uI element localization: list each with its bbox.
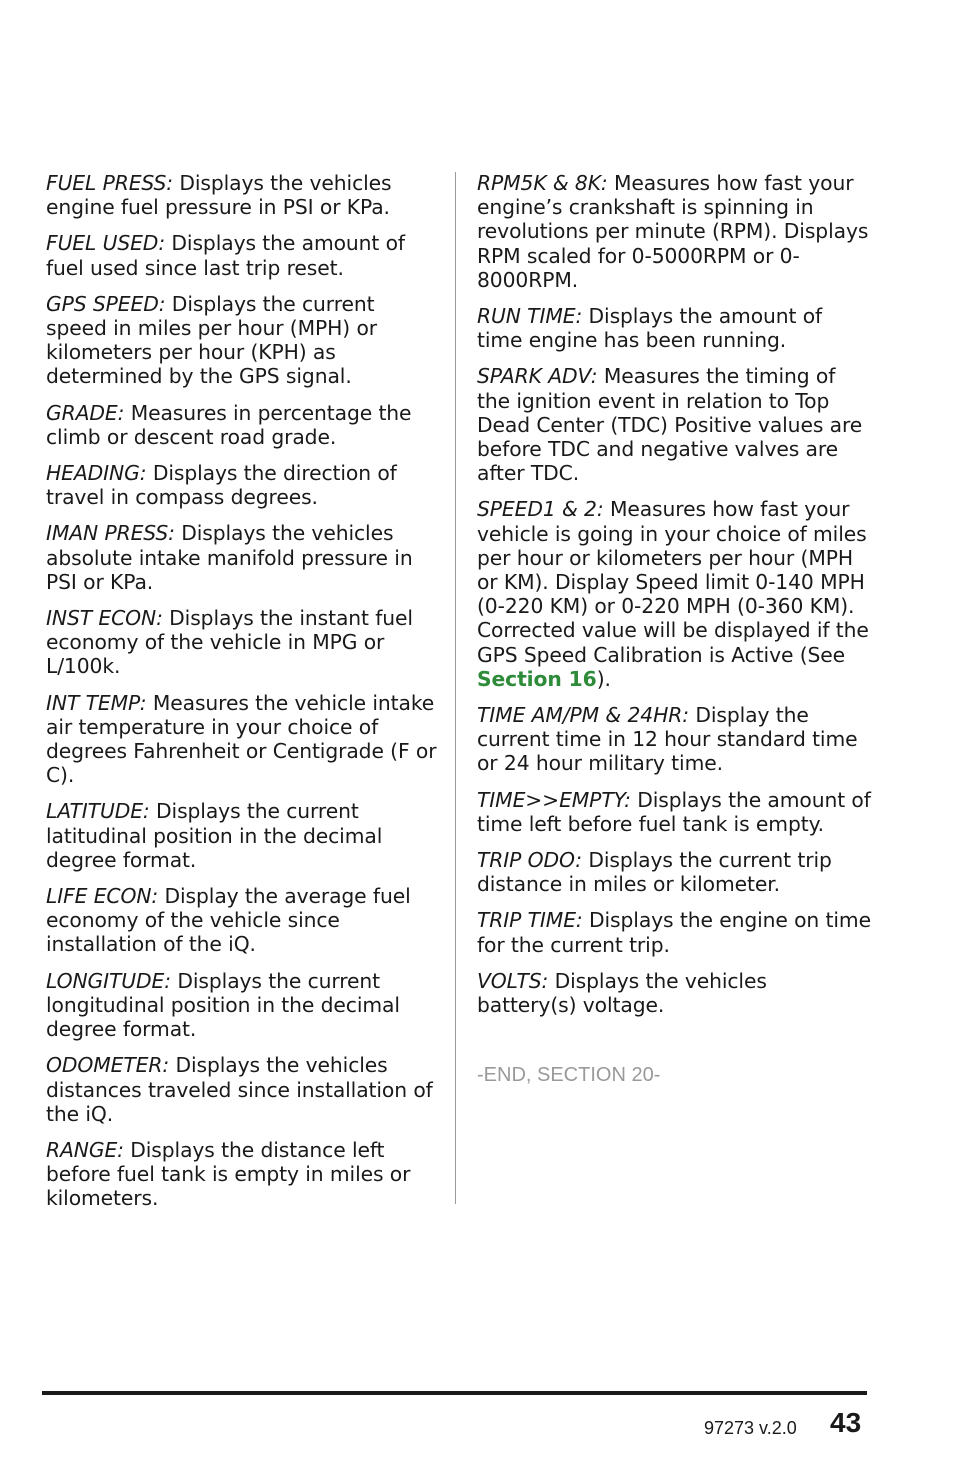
definition-text: Displays the distance left before fuel tank is empty in miles or kilometers.	[46, 1137, 411, 1211]
right-column	[477, 171, 872, 1029]
document-version: 97273 v.2.0	[704, 1418, 797, 1438]
definition-entry	[46, 884, 441, 957]
definition-text: Displays the vehicles battery(s) voltage.	[477, 968, 767, 1018]
definition-term: HEADING:	[46, 461, 147, 486]
definition-term: INT TEMP:	[46, 690, 147, 715]
left-column	[46, 171, 441, 1223]
column-divider	[455, 172, 456, 1204]
definition-text: Measures the vehicle intake air temperature in your choice of degrees Fahrenheit or Centigrade (F or C).	[46, 690, 437, 788]
definition-term: RUN TIME:	[477, 304, 583, 329]
definition-term: SPARK ADV:	[477, 364, 598, 389]
definition-entry	[477, 171, 872, 292]
definition-entry	[477, 908, 872, 956]
definition-entry	[477, 497, 872, 691]
definition-text: Measures how fast your engine’s crankshaft is spinning in revolutions per minute (RPM). Displays RPM scaled for 0-5000RPM or 0-8000RPM.	[477, 171, 869, 292]
definition-text-end: ).	[596, 666, 611, 691]
definition-entry	[46, 521, 441, 594]
definition-term: IMAN PRESS:	[46, 521, 175, 546]
definition-entry	[477, 969, 872, 1017]
section-end-note: -END, SECTION 20-	[477, 1064, 661, 1086]
definition-text: Displays the amount of time engine has been running.	[477, 304, 823, 353]
definition-entry	[46, 1053, 441, 1126]
definition-entry	[46, 461, 441, 509]
definition-entry	[46, 606, 441, 679]
definition-entry	[477, 788, 872, 836]
definition-entry	[46, 799, 441, 872]
definition-text: Displays the current latitudinal position in the decimal degree format.	[46, 799, 383, 872]
definition-term: TIME AM/PM & 24HR:	[477, 703, 689, 728]
definition-term: TRIP ODO:	[477, 848, 582, 873]
definition-text: Display the average fuel economy of the vehicle since installation of the iQ.	[46, 884, 411, 957]
definition-entry	[477, 364, 872, 485]
definition-term: LONGITUDE:	[46, 968, 172, 993]
definition-entry	[46, 292, 441, 389]
footer-rule	[42, 1391, 867, 1395]
definition-term: GPS SPEED:	[46, 291, 166, 316]
definition-text: Measures in percentage the climb or descent road grade.	[46, 400, 412, 449]
definition-term: FUEL USED:	[46, 231, 166, 256]
definition-term: TRIP TIME:	[477, 908, 583, 933]
definition-text: Displays the direction of travel in compass degrees.	[46, 461, 397, 510]
definition-entry	[46, 1138, 441, 1211]
definition-text: Displays the current speed in miles per hour (MPH) or kilometers per hour (KPH) as determined by the GPS signal.	[46, 291, 378, 389]
definition-entry	[477, 304, 872, 352]
definition-entry	[46, 691, 441, 788]
definition-entry	[477, 848, 872, 896]
definition-entry	[46, 171, 441, 219]
definition-text: Displays the amount of fuel used since last trip reset.	[46, 231, 405, 280]
definition-text: Displays the amount of time left before fuel tank is empty.	[477, 787, 871, 836]
definition-text: Display the current time in 12 hour standard time or 24 hour military time.	[477, 703, 858, 776]
definition-term: INST ECON:	[46, 606, 163, 631]
definition-entry	[46, 969, 441, 1042]
definition-entry	[46, 231, 441, 279]
definition-text: Measures the timing of the ignition event in relation to Top Dead Center (TDC) Positive values are before TDC and negative valves are after TDC.	[477, 364, 863, 486]
definition-text: Displays the engine on time for the current trip.	[477, 908, 871, 957]
definition-term: ODOMETER:	[46, 1053, 170, 1078]
definition-term: LATITUDE:	[46, 799, 150, 824]
definition-text: Displays the vehicles absolute intake manifold pressure in PSI or KPa.	[46, 521, 413, 594]
definition-term: RPM5K & 8K:	[477, 171, 608, 195]
definition-term: RANGE:	[46, 1137, 124, 1162]
definition-entry	[46, 401, 441, 449]
definition-text: Displays the current trip distance in miles or kilometer.	[477, 848, 832, 897]
definition-text: Displays the vehicles engine fuel pressure in PSI or KPa.	[46, 171, 392, 220]
definition-term: FUEL PRESS:	[46, 171, 173, 195]
definition-term: VOLTS:	[477, 968, 549, 993]
definition-text: Displays the current longitudinal position in the decimal degree format.	[46, 968, 400, 1042]
section-link[interactable]: Section 16	[477, 666, 597, 691]
definition-text: Displays the instant fuel economy of the vehicle in MPG or L/100k.	[46, 606, 413, 679]
definition-term: SPEED1 & 2:	[477, 497, 604, 522]
definition-text: Displays the vehicles distances traveled since installation of the iQ.	[46, 1053, 433, 1126]
page-number: 43	[830, 1407, 862, 1438]
definition-text: Measures how fast your vehicle is going in your choice of miles per hour or kilometers per hour (MPH or KM). Display Speed limit 0-140 MPH (0-220 KM) or 0-220 MPH (0-360 KM). Corrected value will be displayed if the GPS Speed Calibration is Active (See	[477, 497, 869, 667]
definition-term: TIME>>EMPTY:	[477, 787, 631, 812]
definition-term: LIFE ECON:	[46, 884, 159, 909]
definition-entry	[477, 703, 872, 776]
definition-term: GRADE:	[46, 400, 125, 425]
